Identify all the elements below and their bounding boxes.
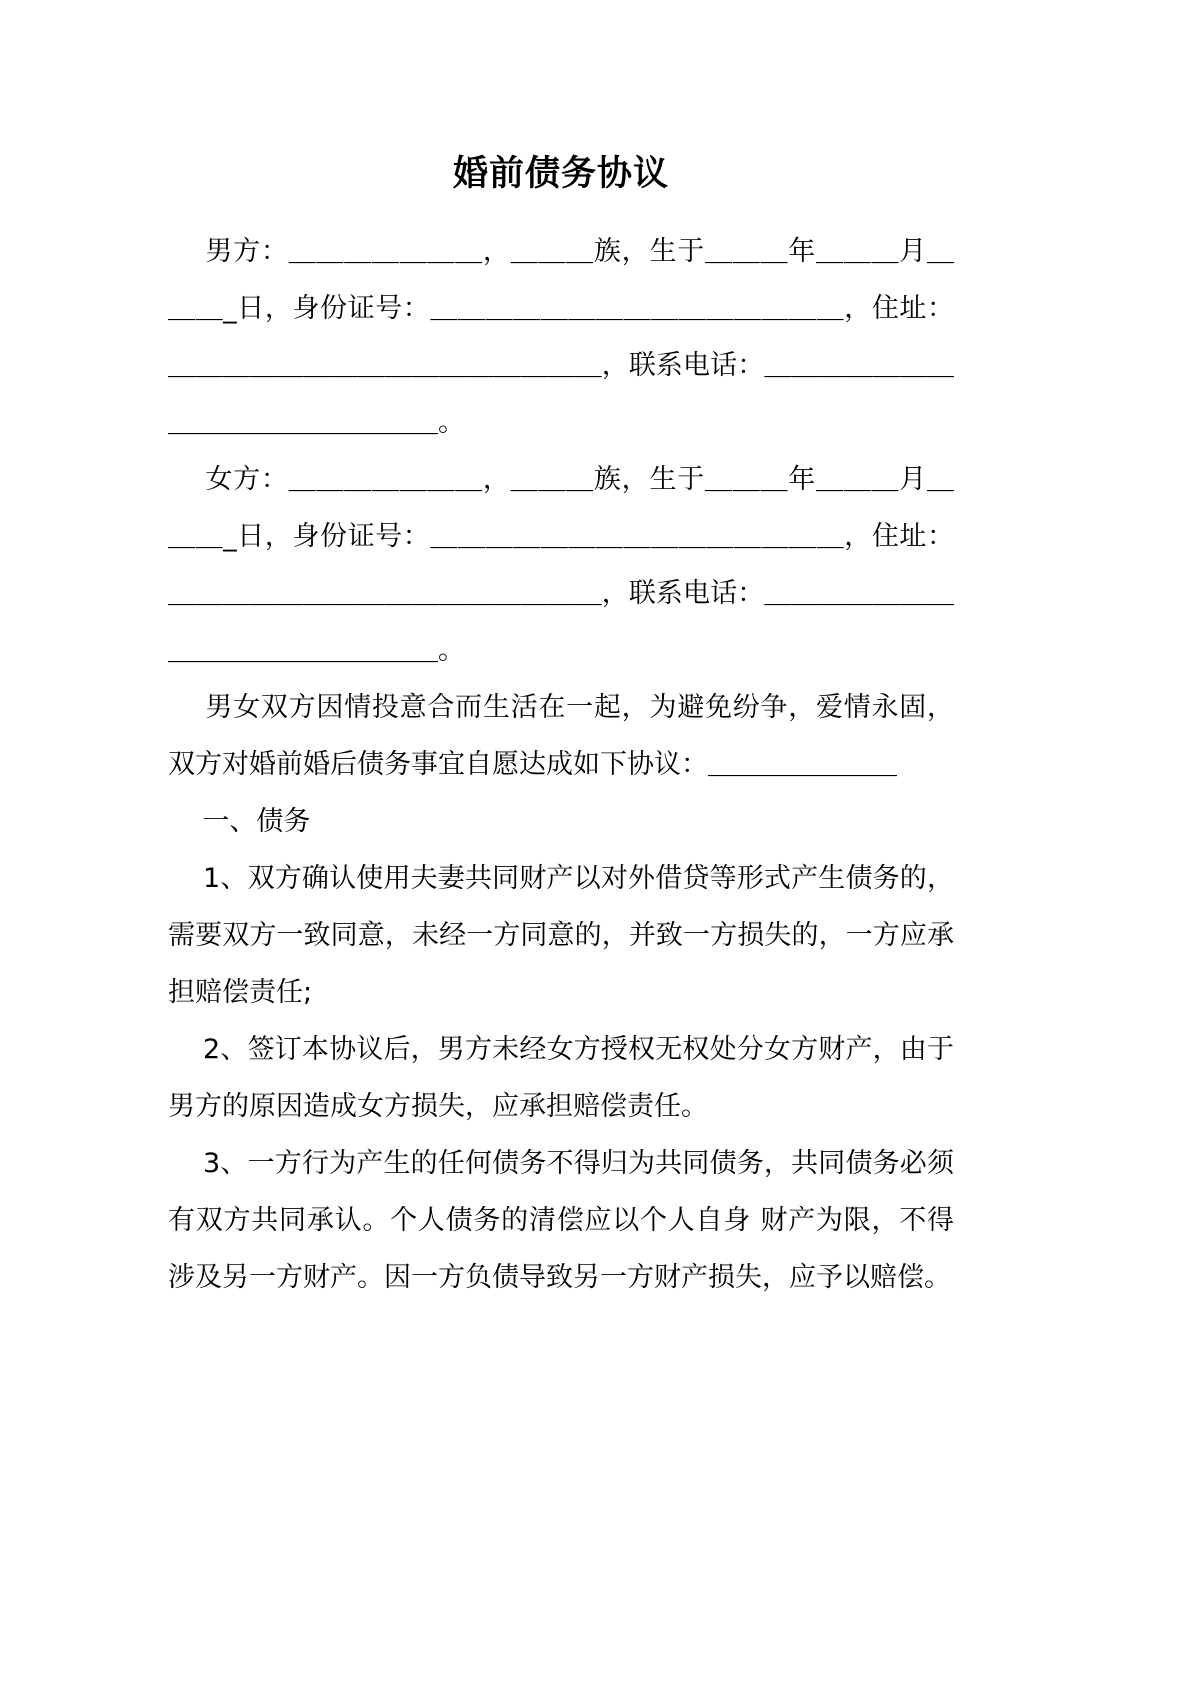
clause-item-2: 2、签订本协议后，男方未经女方授权无权处分女方财产，由于男方的原因造成女方损失，应承担赔偿责任。 xyxy=(168,1034,954,1122)
section-heading-debt: 一、债务 xyxy=(168,806,311,837)
page-title: 婚前债务协议 xyxy=(452,154,669,194)
document-body xyxy=(168,128,954,1306)
male-party-block: 男方：＿＿＿＿＿＿＿，＿＿＿族，生于＿＿＿年＿＿＿月＿＿＿_日，身份证号：＿＿＿＿＿＿＿＿＿＿＿＿＿＿＿，住址：＿＿＿＿＿＿＿＿＿＿＿＿＿＿＿＿，联系电话：＿＿＿＿＿＿＿＿＿＿＿＿＿＿＿＿＿。 xyxy=(168,236,954,438)
title-spacer xyxy=(168,209,954,223)
preamble-paragraph: 男女双方因情投意合而生活在一起，为避免纷争，爱情永固，双方对婚前婚后债务事宜自愿达成如下协议：＿＿＿＿＿＿＿ xyxy=(168,692,954,780)
female-party-block: 女方：＿＿＿＿＿＿＿，＿＿＿族，生于＿＿＿年＿＿＿月＿＿＿_日，身份证号：＿＿＿＿＿＿＿＿＿＿＿＿＿＿＿，住址：＿＿＿＿＿＿＿＿＿＿＿＿＿＿＿＿，联系电话：＿＿＿＿＿＿＿＿＿＿＿＿＿＿＿＿＿。 xyxy=(168,464,954,666)
clause-item-1: 1、双方确认使用夫妻共同财产以对外借贷等形式产生债务的，需要双方一致同意，未经一方同意的，并致一方损失的，一方应承担赔偿责任; xyxy=(168,863,954,1008)
clause-item-3: 3、一方行为产生的任何债务不得归为共同债务，共同债务必须有双方共同承认。个人债务的清偿应以个人自身 财产为限，不得涉及另一方财产。因一方负债导致另一方财产损失，应予以赔偿。 xyxy=(168,1148,954,1293)
